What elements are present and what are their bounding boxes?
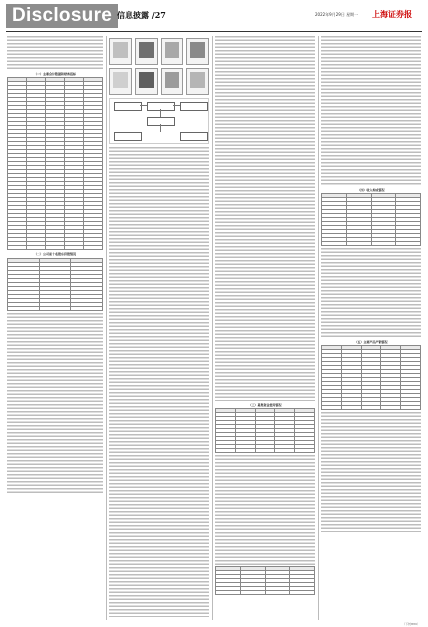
- body-text: [7, 36, 103, 70]
- process-flowchart: [109, 98, 209, 144]
- table-title: （二）公司前十名股东持股情况: [33, 252, 76, 256]
- table-title: （三）募集资金使用情况: [248, 402, 282, 407]
- section-brand: Disclosure: [6, 4, 118, 28]
- body-text: [215, 455, 315, 565]
- column-divider: [106, 36, 107, 620]
- column-2: [109, 36, 209, 620]
- product-image: [161, 68, 184, 95]
- data-table-2: [7, 258, 103, 311]
- column-1: [7, 36, 103, 620]
- table-title: （四）收入构成情况: [357, 187, 385, 192]
- masthead: [0, 0, 428, 33]
- table-title: （一）主要会计数据和财务指标: [33, 71, 76, 76]
- product-image-grid: [109, 38, 209, 95]
- body-text: [321, 248, 421, 338]
- product-image: [135, 68, 158, 95]
- body-text: [215, 36, 315, 401]
- body-text: [321, 36, 421, 186]
- data-table-3: [215, 408, 315, 453]
- flow-step: [114, 102, 142, 111]
- product-image: [135, 38, 158, 65]
- newspaper-name: 上海证券报: [372, 9, 412, 19]
- column-divider: [212, 36, 213, 620]
- data-table-4: [215, 566, 315, 595]
- body-text: [109, 147, 209, 617]
- flow-step: [147, 117, 175, 126]
- column-divider: [318, 36, 319, 620]
- column-4: [321, 36, 421, 620]
- column-3: [215, 36, 315, 620]
- product-image: [109, 38, 132, 65]
- data-table-5: [321, 193, 421, 246]
- product-image: [109, 68, 132, 95]
- table-title: （五）主要产品产销情况: [354, 339, 388, 344]
- flow-connector: [160, 109, 161, 117]
- product-image: [161, 38, 184, 65]
- product-image: [186, 38, 209, 65]
- flow-connector: [140, 105, 147, 106]
- body-text: [7, 313, 103, 493]
- continuation-note: （下转B86）: [402, 622, 420, 626]
- data-table-6: [321, 345, 421, 410]
- flow-connector: [160, 124, 161, 132]
- header-rule: [6, 31, 422, 32]
- body-text: [321, 412, 421, 532]
- section-title: 信息披露 /27: [117, 10, 166, 20]
- flow-step: [114, 132, 142, 141]
- dateline: 2022年9月29日 星期一: [315, 12, 359, 17]
- product-image: [186, 68, 209, 95]
- flow-connector: [173, 105, 180, 106]
- flow-step: [147, 102, 175, 111]
- flow-step: [180, 102, 208, 111]
- data-table-1: [7, 77, 103, 250]
- flow-step: [180, 132, 208, 141]
